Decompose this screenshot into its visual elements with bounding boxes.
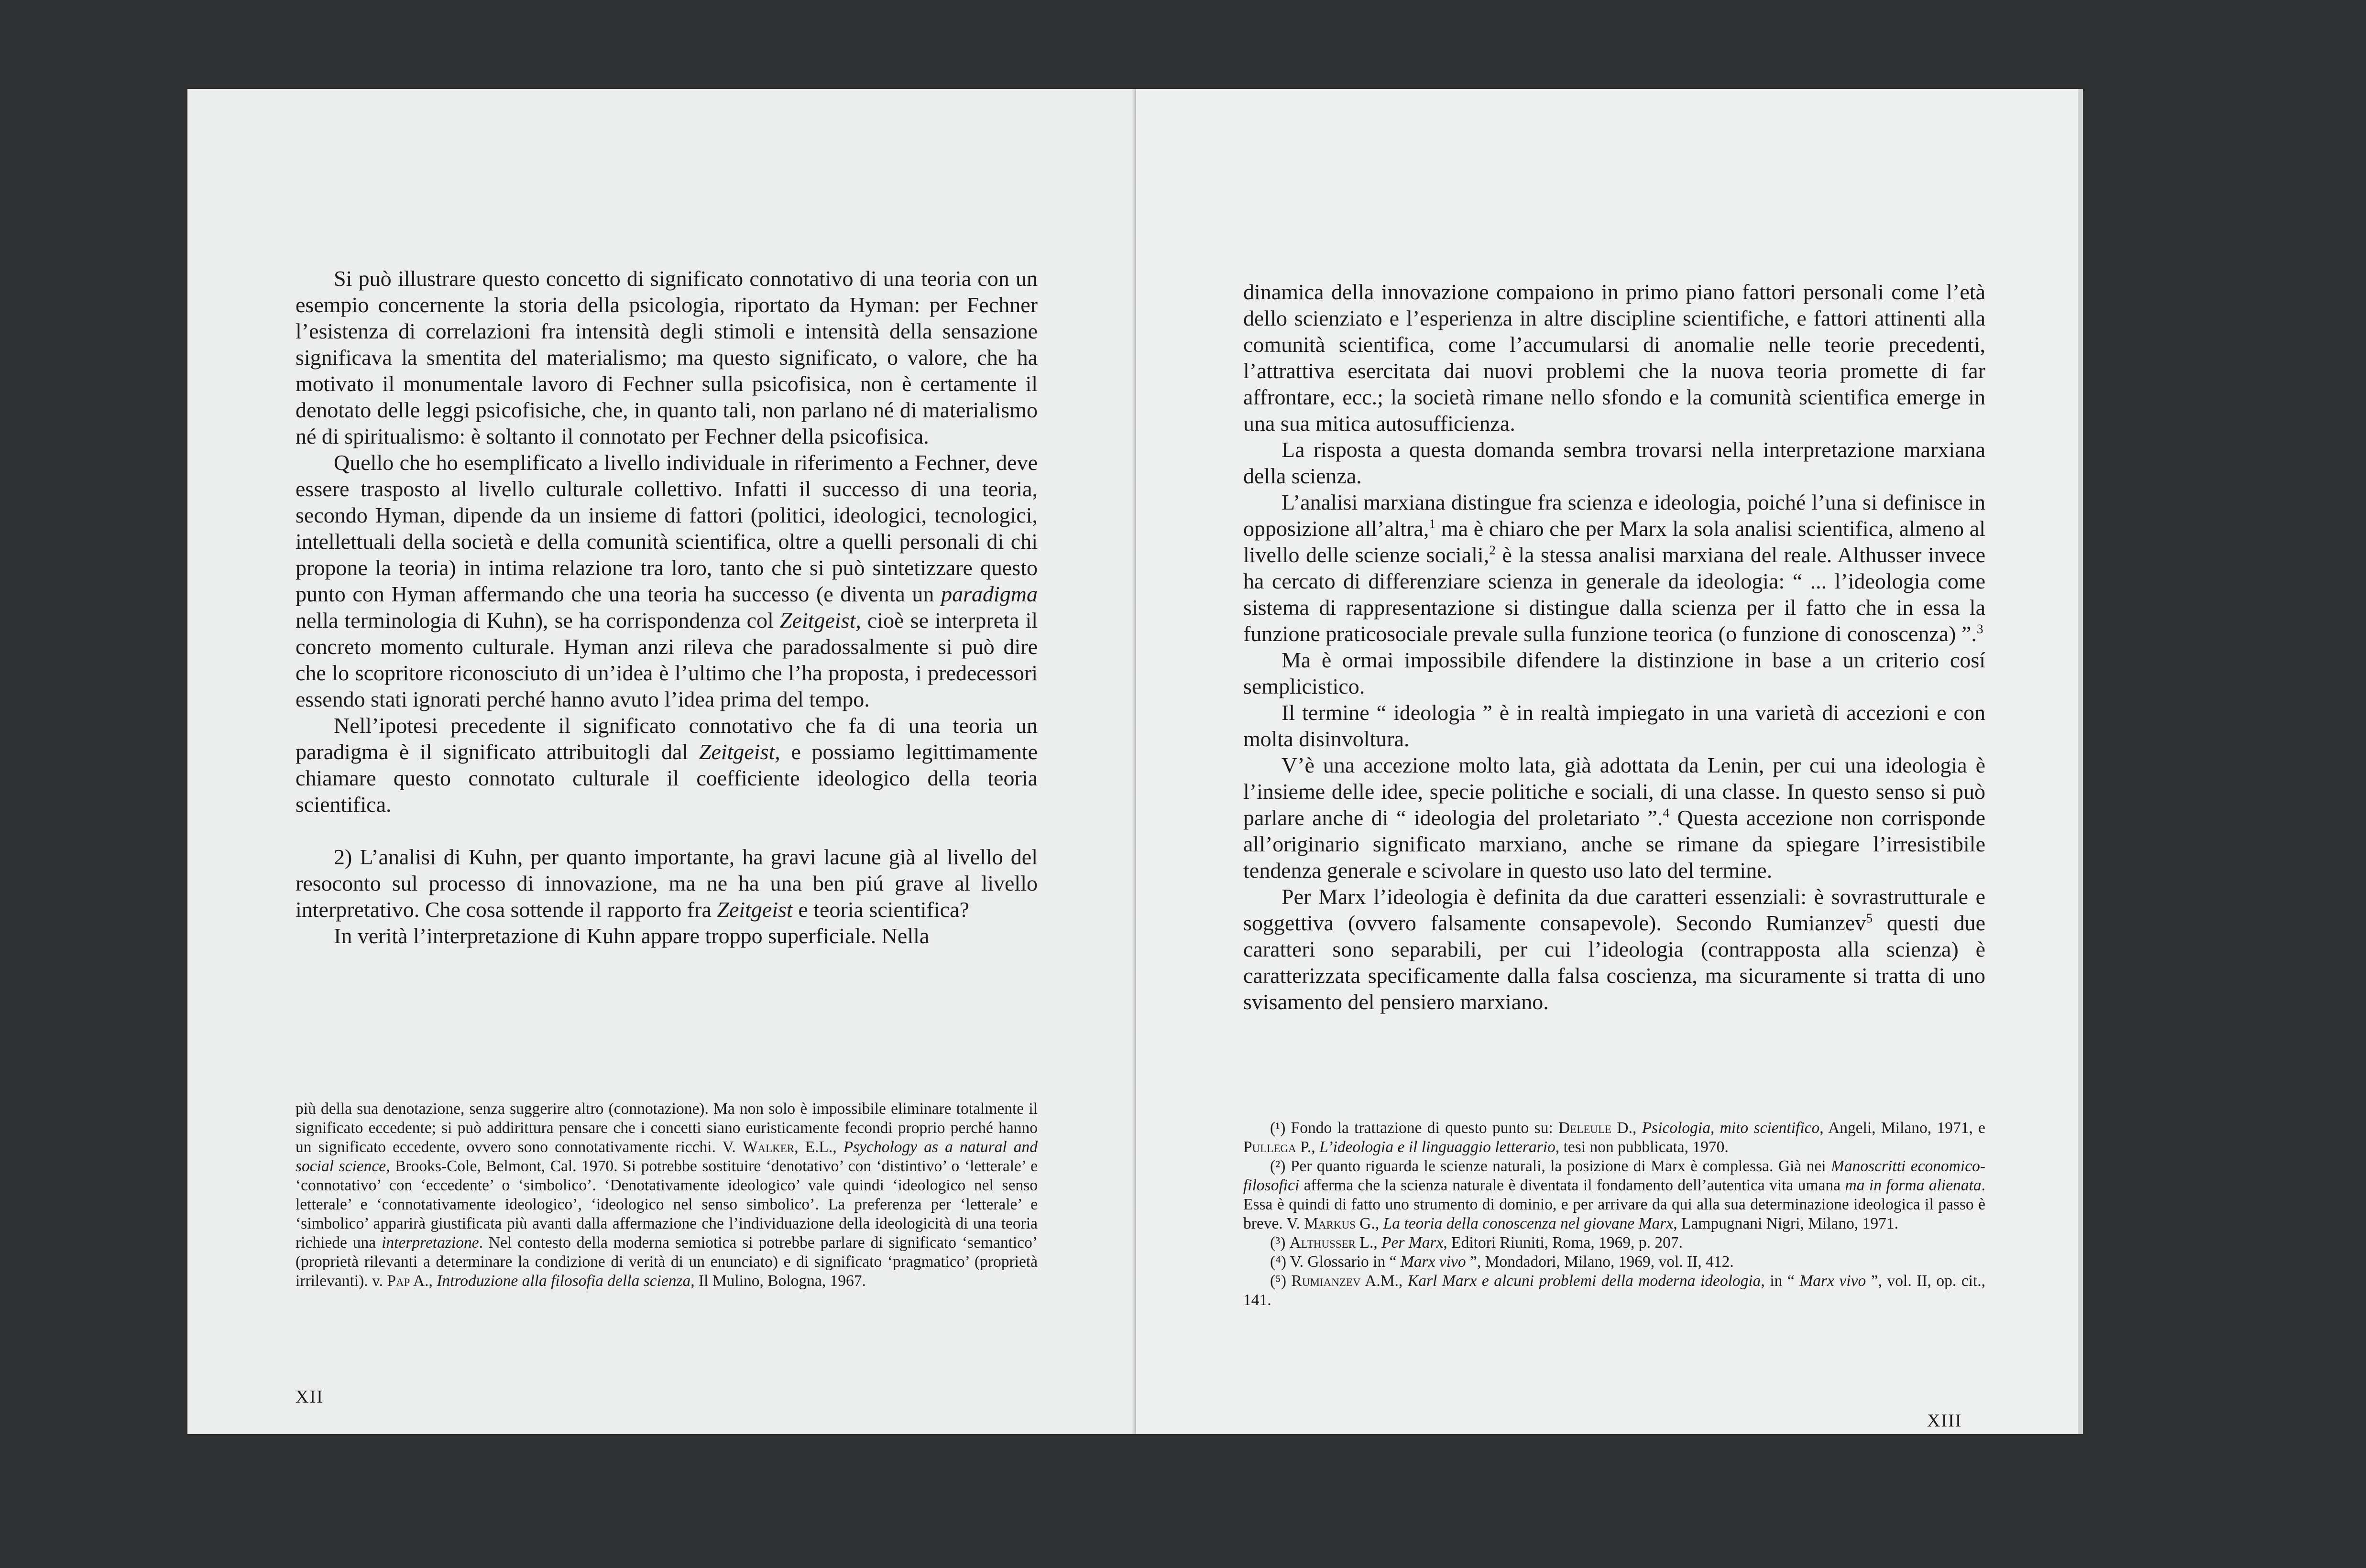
footnote-1: (¹) Fondo la trattazione di questo punto su: Deleule D., Psicologia, mito scientifico, Angeli, Milano, 1971, e Pullega P., L’ideologia e il linguaggio letterario, tesi non pubblicata, 1970. (1243, 1119, 1986, 1156)
footnote-4: (⁴) V. Glossario in “ Marx vivo ”, Mondadori, Milano, 1969, vol. II, 412. (1270, 1253, 1734, 1271)
paragraph: Per Marx l’ideologia è definita da due caratteri essenziali: è sovrastrutturale e soggettiva (ovvero falsamente consapevole). Secondo Rumianzev$^5$ questi due caratteri sono separabili, per cui l’ideologia (contrapposta alla scienza) è caratterizzata specificamente dalla falsa coscienza, ma sicuramente si tratta di uno svisamento del pensiero marxiano. (1243, 884, 1985, 1014)
page-edge (2078, 89, 2083, 1434)
paragraph: La risposta a questa domanda sembra trovarsi nella interpretazione marxiana della scienza. (1243, 437, 1985, 488)
footnote-ref: 1 (1429, 516, 1436, 531)
left-body-text (296, 265, 1038, 949)
paragraph: dinamica della innovazione compaiono in primo piano fattori personali come l’età dello scienziato e l’esperienza in altre discipline scientifiche, e fattori attinenti alla comunità scientifica, come l’accumularsi di anomalie nelle teorie precedenti, l’attrattiva esercitata dai nuovi problemi che la nuova teoria promette di far affrontare, ecc.; la società rimane nello sfondo e la comunità scientifica emerge in una sua mitica autosufficienza. (1243, 280, 1985, 436)
paragraph: Quello che ho esemplificato a livello individuale in riferimento a Fechner, deve essere trasposto al livello culturale collettivo. Infatti il successo di una teoria, secondo Hyman, dipende da un insieme di fattori (politici, ideologici, tecnologici, intellettuali della società e della comunità scientifica, oltre a quelli personali di chi propone la teoria) in intima relazione tra loro, tanto che si può sintetizzare questo punto con Hyman affermando che una teoria ha successo (e diventa un paradigma nella terminologia di Kuhn), se ha corrispondenza col Zeitgeist, cioè se interpreta il concreto momento culturale. Hyman anzi rileva che paradossalmente si può dire che lo scopritore riconosciuto di un’idea è l’ultimo che l’ha proposta, i predecessori essendo stati ignorati perché hanno avuto l’idea prima del tempo. (296, 450, 1038, 711)
paragraph: L’analisi marxiana distingue fra scienza e ideologia, poiché l’una si definisce in opposizione all’altra,$^1$ ma è chiaro che per Marx la sola analisi scientifica, almeno al livello delle scienze sociali,$^2$ è la stessa analisi marxiana del reale. Althusser invece ha cercato di differenziare scienza in generale da ideologia: “ ... l’ideologia come sistema di rappresentazione si distingue dalla scienza per il fatto che in essa la funzione praticosociale prevale sulla funzione teorica (o funzione di conoscenza) ”.$^3$ (1243, 490, 1986, 646)
footnote-2: (²) Per quanto riguarda le scienze naturali, la posizione di Marx è complessa. Già nei Manoscritti economico-filosofici afferma che la scienza naturale è diventata il fondamento dell’autentica vita umana ma in forma alienata. Essa è quindi di fatto uno strumento di dominio, e per arrivare da qui alla sua determinazione ideologica il passo è breve. V. Markus G., La teoria della conoscenza nel giovane Marx, Lampugnani Nigri, Milano, 1971. (1243, 1157, 1986, 1232)
footnote-ref: 4 (1663, 805, 1670, 820)
footnote-5: (⁵) Rumianzev A.M., Karl Marx e alcuni problemi della moderna ideologia, in “ Marx vivo ”, vol. II, op. cit., 141. (1243, 1272, 1986, 1309)
footnote-ref: 5 (1866, 910, 1873, 926)
footnote-ref: 2 (1489, 542, 1496, 557)
paragraph: 2) L’analisi di Kuhn, per quanto importante, ha gravi lacune già al livello del resoconto sul processo di innovazione, ma ne ha una ben piú grave al livello interpretativo. Che cosa sottende il rapporto fra Zeitgeist e teoria scientifica? (296, 845, 1038, 922)
footnote-continuation: più della sua denotazione, senza suggerire altro (connotazione). Ma non solo è impossibile eliminare totalmente il significato eccedente; si può addirittura pensare che i concetti siano euristicamente fecondi proprio perché hanno un significato eccedente, ovvero sono connotativamente ricchi. V. Walker, E.L., Psychology as a natural and social science, Brooks-Cole, Belmont, Cal. 1970. Si potrebbe sostituire ‘denotativo’ con ‘distintivo’ o ‘letterale’ e ‘connotativo’ con ‘eccedente’ o ‘simbolico’. ‘Denotativamente ideologico’ vale quindi ‘ideologico nel senso letterale’ e ‘connotativamente ideologico’, ‘ideologico nel senso simbolico’. La preferenza per ‘letterale’ e ‘simbolico’ apparirà giustificata più avanti dalla affermazione che l’individuazione della ideologicità di una teoria richiede una interpretazione. Nel contesto della moderna semiotica si potrebbe parlare di significato ‘semantico’ (proprietà rilevanti a determinare la condizione di verità di un enunciato) e di significato ‘pragmatico’ (proprietà irrilevanti). v. Pap A., Introduzione alla filosofia della scienza, Il Mulino, Bologna, 1967. (296, 1100, 1038, 1290)
page-number-right: XIII (1927, 1411, 1962, 1431)
page-number-left: XII (296, 1387, 324, 1407)
footnote-ref: 3 (1976, 621, 1983, 636)
paragraph: V’è una accezione molto lata, già adottata da Lenin, per cui una ideologia è l’insieme delle idee, specie politiche e sociali, di una classe. In questo senso si può parlare anche di “ ideologia del proletariato ”.$^4$ Questa accezione non corrisponde all’originario significato marxiano, anche se rimane da spiegare l’irresistibile tendenza generale e scivolare in questo uso lato del termine. (1243, 753, 1986, 882)
left-footnote (296, 1100, 1038, 1291)
paragraph: Il termine “ ideologia ” è in realtà impiegato in una varietà di accezioni e con molta disinvoltura. (1243, 700, 1985, 751)
footnote-3: (³) Althusser L., Per Marx, Editori Riuniti, Roma, 1969, p. 207. (1270, 1234, 1683, 1252)
paragraph: Nell’ipotesi precedente il significato connotativo che fa di una teoria un paradigma è il significato attribuitogli dal Zeitgeist, e possiamo legittimamente chiamare questo connotato culturale il coefficiente ideologico della teoria scientifica. (296, 713, 1038, 817)
right-body-text (1243, 279, 1985, 1015)
paragraph: Si può illustrare questo concetto di significato connotativo di una teoria con un esempio concernente la storia della psicologia, riportato da Hyman: per Fechner l’esistenza di correlazioni fra intensità degli stimoli e intensità della sensazione significava la smentita del materialismo; ma questo significato, o valore, che ha motivato il monumentale lavoro di Fechner sulla psicofisica, non è certamente il denotato delle leggi psicofisiche, che, in quanto tali, non parlano né di materialismo né di spiritualismo: è soltanto il connotato per Fechner della psicofisica. (296, 266, 1038, 448)
paragraph: Ma è ormai impossibile difendere la distinzione in base a un criterio cosí semplicistico. (1243, 648, 1985, 698)
right-footnotes (1243, 1119, 1985, 1310)
paragraph: In verità l’interpretazione di Kuhn appare troppo superficiale. Nella (334, 924, 930, 948)
